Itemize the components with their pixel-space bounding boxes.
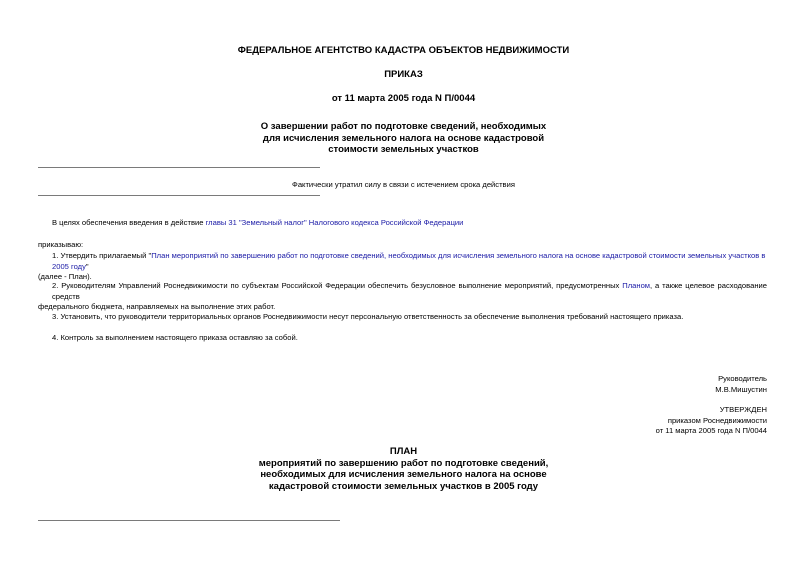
doc-title-line3: стоимости земельных участков bbox=[328, 144, 479, 155]
doc-title-line1: О завершении работ по подготовке сведений, необходимых bbox=[260, 121, 547, 132]
approval-block bbox=[656, 405, 767, 437]
order-item-1-line2: (далее - План). bbox=[38, 272, 92, 281]
agency-name: ФЕДЕРАЛЬНОЕ АГЕНТСТВО КАДАСТРА ОБЪЕКТОВ НЕДВИЖИМОСТИ bbox=[237, 45, 570, 56]
signature-role: Руководитель bbox=[718, 374, 767, 383]
order-word: приказываю: bbox=[38, 240, 84, 249]
item1-suffix: " bbox=[85, 261, 89, 271]
divider-status bbox=[38, 195, 320, 196]
order-item-2 bbox=[38, 281, 767, 313]
doc-title bbox=[0, 121, 807, 156]
plan-link-2[interactable]: Планом bbox=[622, 281, 651, 290]
order-item-2-line2: федерального бюджета, направляемых на выполнение этих работ. bbox=[38, 302, 276, 311]
doc-type: ПРИКАЗ bbox=[384, 69, 423, 80]
approval-label: УТВЕРЖДЕН bbox=[719, 405, 767, 414]
doc-title-line2: для исчисления земельного налога на основе кадастровой bbox=[262, 132, 545, 144]
plan-link[interactable]: План мероприятий по завершению работ по подготовке сведений, необходимых для исчисления земельного налога на основе кадастровой стоимости земельных участков в 2005 году bbox=[52, 251, 766, 271]
divider-top bbox=[38, 167, 320, 168]
order-item-2-line1 bbox=[38, 281, 767, 302]
plan-title-line1: мероприятий по завершению работ по подготовке сведений, bbox=[258, 457, 549, 469]
plan-title-line2: необходимых для исчисления земельного налога на основе bbox=[260, 469, 547, 480]
item2-part1: 2. Руководителям Управлений Роснедвижимости по субъектам Российской Федерации обеспечить безусловное выполнение мероприятий, предусмотренных bbox=[52, 281, 623, 290]
approval-by: приказом Роснедвижимости bbox=[667, 415, 767, 425]
order-item-1 bbox=[38, 251, 767, 283]
signature-block bbox=[715, 374, 767, 395]
plan-title-line3: кадастровой стоимости земельных участков в 2005 году bbox=[268, 480, 539, 492]
divider-bottom bbox=[38, 520, 340, 521]
plan-title bbox=[0, 446, 807, 492]
plan-heading: ПЛАН bbox=[389, 446, 418, 457]
approval-date: от 11 марта 2005 года N П/0044 bbox=[655, 426, 767, 435]
doc-date-number: от 11 марта 2005 года N П/0044 bbox=[331, 93, 476, 104]
item2-part2: , а также целевое расходование средств bbox=[52, 281, 767, 301]
order-item-4: 4. Контроль за выполнением настоящего приказа оставляю за собой. bbox=[52, 333, 298, 342]
status-note: Фактически утратил силу в связи с истечением срока действия bbox=[292, 180, 515, 189]
preamble bbox=[52, 218, 463, 229]
item1-prefix: 1. Утвердить прилагаемый " bbox=[52, 251, 152, 260]
preamble-text: В целях обеспечения введения в действие bbox=[52, 218, 206, 227]
order-item-1-line1 bbox=[38, 251, 767, 272]
tax-code-chapter-link[interactable]: главы 31 "Земельный налог" Налогового кодекса Российской Федерации bbox=[205, 218, 464, 227]
signature-name: М.В.Мишустин bbox=[715, 384, 767, 394]
order-item-3: 3. Установить, что руководители территориальных органов Роснедвижимости несут персональную ответственность за обеспечение выполнения требований настоящего приказа. bbox=[52, 312, 684, 321]
